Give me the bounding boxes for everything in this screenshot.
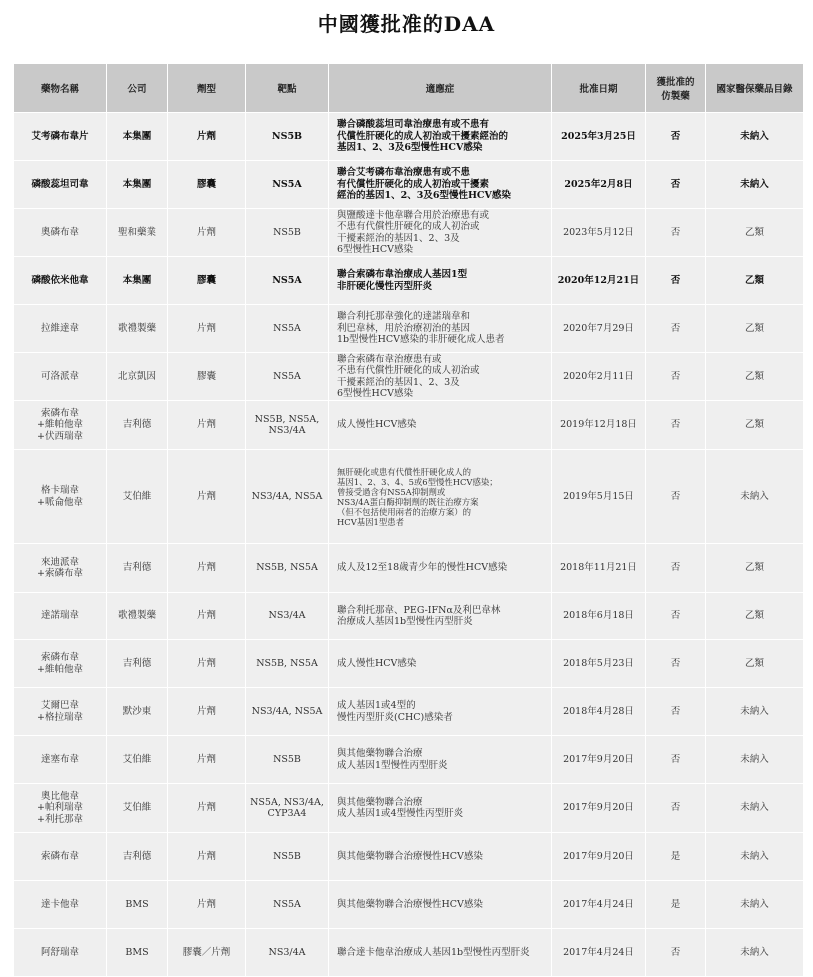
- cell-target: NS5A: [246, 881, 329, 929]
- table-row: [14, 593, 804, 640]
- cell-generic-approved: 否: [646, 257, 706, 305]
- cell-approval-date: 2020年12月21日: [552, 257, 646, 305]
- cell-dosage-form: 膠囊: [168, 161, 246, 209]
- cell-indication: 與其他藥物聯合治療 成人基因1型慢性丙型肝炎: [329, 736, 552, 784]
- table-row: [14, 881, 804, 929]
- cell-company: 吉利德: [107, 640, 168, 688]
- header-row: [14, 64, 804, 113]
- cell-target: NS3/4A, NS5A: [246, 450, 329, 544]
- cell-target: NS5A: [246, 257, 329, 305]
- cell-approval-date: 2023年5月12日: [552, 209, 646, 257]
- cell-dosage-form: 片劑: [168, 450, 246, 544]
- cell-dosage-form: 片劑: [168, 784, 246, 833]
- table-body: [14, 113, 804, 977]
- cell-indication: 聯合艾考磷布韋治療患有或不患 有代償性肝硬化的成人初治或干擾素 經治的基因1、2、3及6型慢性HCV感染: [329, 161, 552, 209]
- cell-nrdl-status: 未納入: [706, 161, 804, 209]
- cell-approval-date: 2017年9月20日: [552, 784, 646, 833]
- cell-target: NS3/4A: [246, 929, 329, 977]
- cell-generic-approved: 否: [646, 161, 706, 209]
- cell-nrdl-status: 未納入: [706, 450, 804, 544]
- cell-dosage-form: 片劑: [168, 401, 246, 450]
- cell-indication: 與其他藥物聯合治療慢性HCV感染: [329, 881, 552, 929]
- cell-company: 本集團: [107, 257, 168, 305]
- cell-dosage-form: 片劑: [168, 593, 246, 640]
- cell-company: 艾伯維: [107, 450, 168, 544]
- table-row: [14, 209, 804, 257]
- cell-drug-name: 阿舒瑞韋: [14, 929, 107, 977]
- cell-generic-approved: 否: [646, 784, 706, 833]
- cell-nrdl-status: 未納入: [706, 881, 804, 929]
- cell-approval-date: 2018年5月23日: [552, 640, 646, 688]
- cell-generic-approved: 否: [646, 688, 706, 736]
- cell-target: NS5B: [246, 736, 329, 784]
- table-row: [14, 688, 804, 736]
- table-row: [14, 544, 804, 593]
- cell-nrdl-status: 乙類: [706, 593, 804, 640]
- cell-generic-approved: 否: [646, 736, 706, 784]
- cell-company: BMS: [107, 881, 168, 929]
- cell-indication: 成人慢性HCV感染: [329, 640, 552, 688]
- cell-indication: 成人慢性HCV感染: [329, 401, 552, 450]
- col-header-nrdl: 國家醫保藥品目錄: [706, 64, 804, 113]
- cell-drug-name: 拉維達韋: [14, 305, 107, 353]
- cell-nrdl-status: 乙類: [706, 305, 804, 353]
- cell-generic-approved: 否: [646, 929, 706, 977]
- cell-dosage-form: 膠囊／片劑: [168, 929, 246, 977]
- cell-drug-name: 達諾瑞韋: [14, 593, 107, 640]
- cell-drug-name: 可洛派韋: [14, 353, 107, 401]
- cell-nrdl-status: 未納入: [706, 929, 804, 977]
- cell-dosage-form: 膠囊: [168, 257, 246, 305]
- cell-target: NS5B: [246, 113, 329, 161]
- cell-drug-name: 索磷布韋: [14, 833, 107, 881]
- cell-indication: 與鹽酸達卡他韋聯合用於治療患有或 不患有代償性肝硬化的成人初治或 干擾素經治的基因1、2、3及 6型慢性HCV感染: [329, 209, 552, 257]
- cell-generic-approved: 否: [646, 401, 706, 450]
- cell-indication: 聯合利托那韋強化的達諾瑞韋和 利巴韋林，用於治療初治的基因 1b型慢性HCV感染的非肝硬化成人患者: [329, 305, 552, 353]
- cell-generic-approved: 否: [646, 593, 706, 640]
- cell-company: 歌禮製藥: [107, 593, 168, 640]
- cell-company: 聖和藥業: [107, 209, 168, 257]
- cell-target: NS5B, NS5A, NS3/4A: [246, 401, 329, 450]
- cell-approval-date: 2018年4月28日: [552, 688, 646, 736]
- cell-dosage-form: 片劑: [168, 640, 246, 688]
- cell-company: BMS: [107, 929, 168, 977]
- cell-drug-name: 奧比他韋 +帕利瑞韋 +利托那韋: [14, 784, 107, 833]
- cell-dosage-form: 片劑: [168, 209, 246, 257]
- cell-dosage-form: 片劑: [168, 113, 246, 161]
- cell-target: NS3/4A, NS5A: [246, 688, 329, 736]
- table-row: [14, 640, 804, 688]
- cell-dosage-form: 片劑: [168, 688, 246, 736]
- cell-generic-approved: 否: [646, 209, 706, 257]
- cell-indication: 聯合磷酸蕊坦司韋治療患有或不患有 代償性肝硬化的成人初治或干擾素經治的 基因1、2、3及6型慢性HCV感染: [329, 113, 552, 161]
- cell-generic-approved: 否: [646, 113, 706, 161]
- cell-dosage-form: 片劑: [168, 736, 246, 784]
- daa-table: [14, 64, 804, 977]
- table-row: [14, 113, 804, 161]
- col-header-drug-name: 藥物名稱: [14, 64, 107, 113]
- cell-nrdl-status: 未納入: [706, 736, 804, 784]
- cell-target: NS5A, NS3/4A, CYP3A4: [246, 784, 329, 833]
- col-header-indication: 適應症: [329, 64, 552, 113]
- cell-target: NS5A: [246, 353, 329, 401]
- cell-nrdl-status: 乙類: [706, 353, 804, 401]
- cell-indication: 聯合達卡他韋治療成人基因1b型慢性丙型肝炎: [329, 929, 552, 977]
- cell-generic-approved: 是: [646, 881, 706, 929]
- cell-indication: 與其他藥物聯合治療慢性HCV感染: [329, 833, 552, 881]
- cell-indication: 成人基因1或4型的 慢性丙型肝炎(CHC)感染者: [329, 688, 552, 736]
- table-row: [14, 161, 804, 209]
- cell-approval-date: 2025年2月8日: [552, 161, 646, 209]
- cell-approval-date: 2019年5月15日: [552, 450, 646, 544]
- cell-drug-name: 達塞布韋: [14, 736, 107, 784]
- cell-drug-name: 磷酸依米他韋: [14, 257, 107, 305]
- cell-approval-date: 2020年2月11日: [552, 353, 646, 401]
- cell-generic-approved: 否: [646, 305, 706, 353]
- cell-target: NS5B: [246, 833, 329, 881]
- table-row: [14, 833, 804, 881]
- cell-nrdl-status: 未納入: [706, 113, 804, 161]
- cell-nrdl-status: 乙類: [706, 640, 804, 688]
- cell-indication: 與其他藥物聯合治療 成人基因1或4型慢性丙型肝炎: [329, 784, 552, 833]
- cell-company: 本集團: [107, 161, 168, 209]
- cell-company: 吉利德: [107, 401, 168, 450]
- cell-drug-name: 索磷布韋 +維帕他韋 +伏西瑞韋: [14, 401, 107, 450]
- cell-approval-date: 2018年6月18日: [552, 593, 646, 640]
- cell-generic-approved: 否: [646, 450, 706, 544]
- cell-drug-name: 格卡瑞韋 +哌侖他韋: [14, 450, 107, 544]
- cell-nrdl-status: 未納入: [706, 784, 804, 833]
- cell-target: NS5B, NS5A: [246, 640, 329, 688]
- col-header-approval-date: 批准日期: [552, 64, 646, 113]
- cell-company: 吉利德: [107, 833, 168, 881]
- table-row: [14, 305, 804, 353]
- cell-target: NS3/4A: [246, 593, 329, 640]
- col-header-generic-approved: 獲批准的 仿製藥: [646, 64, 706, 113]
- cell-company: 吉利德: [107, 544, 168, 593]
- cell-generic-approved: 是: [646, 833, 706, 881]
- cell-nrdl-status: 未納入: [706, 688, 804, 736]
- col-header-company: 公司: [107, 64, 168, 113]
- cell-nrdl-status: 乙類: [706, 401, 804, 450]
- cell-company: 北京凱因: [107, 353, 168, 401]
- cell-dosage-form: 片劑: [168, 833, 246, 881]
- cell-target: NS5A: [246, 161, 329, 209]
- cell-generic-approved: 否: [646, 640, 706, 688]
- cell-approval-date: 2020年7月29日: [552, 305, 646, 353]
- cell-drug-name: 艾考磷布韋片: [14, 113, 107, 161]
- cell-company: 本集團: [107, 113, 168, 161]
- cell-target: NS5B: [246, 209, 329, 257]
- cell-approval-date: 2018年11月21日: [552, 544, 646, 593]
- cell-drug-name: 奧磷布韋: [14, 209, 107, 257]
- document-title: 中國獲批准的DAA: [317, 12, 496, 36]
- cell-indication: 聯合利托那韋、PEG-IFNα及利巴韋林 治療成人基因1b型慢性丙型肝炎: [329, 593, 552, 640]
- cell-nrdl-status: 未納入: [706, 833, 804, 881]
- cell-target: NS5B, NS5A: [246, 544, 329, 593]
- col-header-dosage-form: 劑型: [168, 64, 246, 113]
- cell-approval-date: 2025年3月25日: [552, 113, 646, 161]
- cell-indication: 成人及12至18歲青少年的慢性HCV感染: [329, 544, 552, 593]
- cell-drug-name: 索磷布韋 +維帕他韋: [14, 640, 107, 688]
- cell-company: 艾伯維: [107, 784, 168, 833]
- cell-generic-approved: 否: [646, 544, 706, 593]
- cell-approval-date: 2017年9月20日: [552, 833, 646, 881]
- cell-dosage-form: 片劑: [168, 544, 246, 593]
- cell-company: 默沙東: [107, 688, 168, 736]
- cell-target: NS5A: [246, 305, 329, 353]
- cell-approval-date: 2017年9月20日: [552, 736, 646, 784]
- cell-indication: 聯合索磷布韋治療患有或 不患有代償性肝硬化的成人初治或 干擾素經治的基因1、2、3及 6型慢性HCV感染: [329, 353, 552, 401]
- cell-drug-name: 達卡他韋: [14, 881, 107, 929]
- col-header-target: 靶點: [246, 64, 329, 113]
- cell-indication: 聯合索磷布韋治療成人基因1型 非肝硬化慢性丙型肝炎: [329, 257, 552, 305]
- cell-company: 歌禮製藥: [107, 305, 168, 353]
- table-row: [14, 401, 804, 450]
- cell-dosage-form: 膠囊: [168, 353, 246, 401]
- cell-nrdl-status: 乙類: [706, 544, 804, 593]
- table-row: [14, 257, 804, 305]
- cell-generic-approved: 否: [646, 353, 706, 401]
- cell-drug-name: 艾爾巴韋 +格拉瑞韋: [14, 688, 107, 736]
- cell-nrdl-status: 乙類: [706, 257, 804, 305]
- cell-drug-name: 來迪派韋 +索磷布韋: [14, 544, 107, 593]
- cell-indication: 無肝硬化或患有代償性肝硬化成人的 基因1、2、3、4、5或6型慢性HCV感染； 曾接受過含有NS5A抑制劑或 NS3/4A蛋白酶抑制劑的既往治療方案 （但不包括使用兩者的治療方案）的 HCV基因1型患者: [329, 450, 552, 544]
- cell-dosage-form: 片劑: [168, 305, 246, 353]
- cell-dosage-form: 片劑: [168, 881, 246, 929]
- table-row: [14, 736, 804, 784]
- cell-company: 艾伯維: [107, 736, 168, 784]
- cell-approval-date: 2019年12月18日: [552, 401, 646, 450]
- table-row: [14, 353, 804, 401]
- table-row: [14, 450, 804, 544]
- cell-approval-date: 2017年4月24日: [552, 929, 646, 977]
- cell-drug-name: 磷酸蕊坦司韋: [14, 161, 107, 209]
- cell-approval-date: 2017年4月24日: [552, 881, 646, 929]
- cell-nrdl-status: 乙類: [706, 209, 804, 257]
- table-row: [14, 784, 804, 833]
- table-row: [14, 929, 804, 977]
